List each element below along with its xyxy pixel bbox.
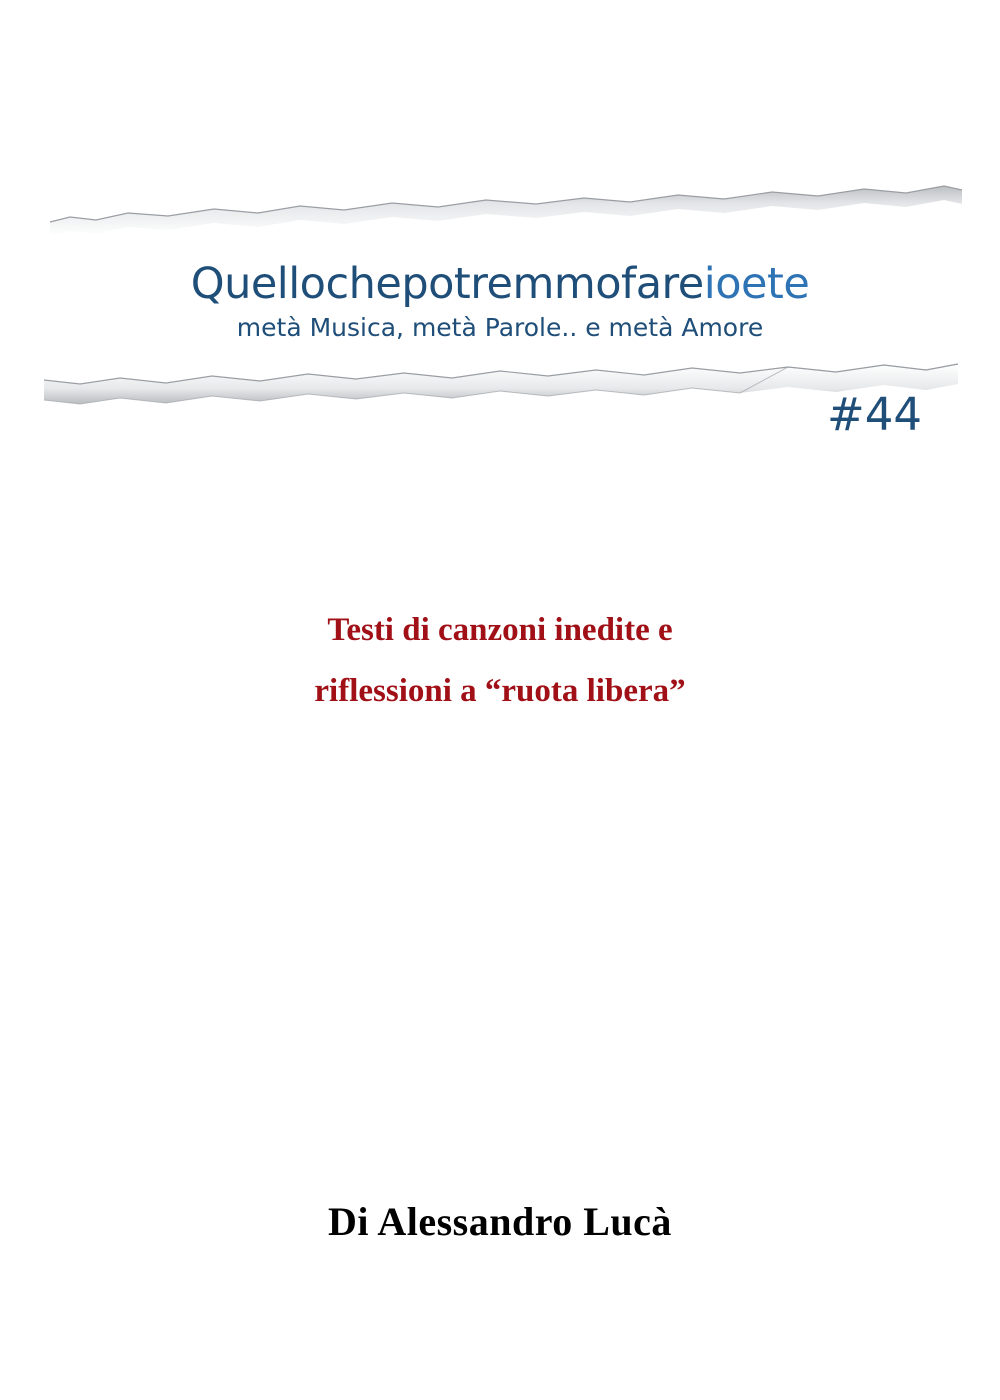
cover-subtitle-line-1: Testi di canzoni inedite e xyxy=(327,612,673,648)
magazine-title-main: Quellochepotremmofare xyxy=(190,259,704,309)
magazine-title-accent: ioete xyxy=(703,259,810,309)
magazine-title xyxy=(0,259,1000,309)
cover-subtitle xyxy=(0,600,1000,722)
masthead xyxy=(0,259,1000,343)
issue-number: #44 xyxy=(827,388,922,441)
torn-paper-banner xyxy=(0,170,1000,460)
cover-subtitle-line-2: riflessioni a “ruota libera” xyxy=(314,673,686,710)
cover-author: Di Alessandro Lucà xyxy=(328,1199,672,1244)
magazine-tagline: metà Musica, metà Parole.. e metà Amore xyxy=(236,313,764,343)
